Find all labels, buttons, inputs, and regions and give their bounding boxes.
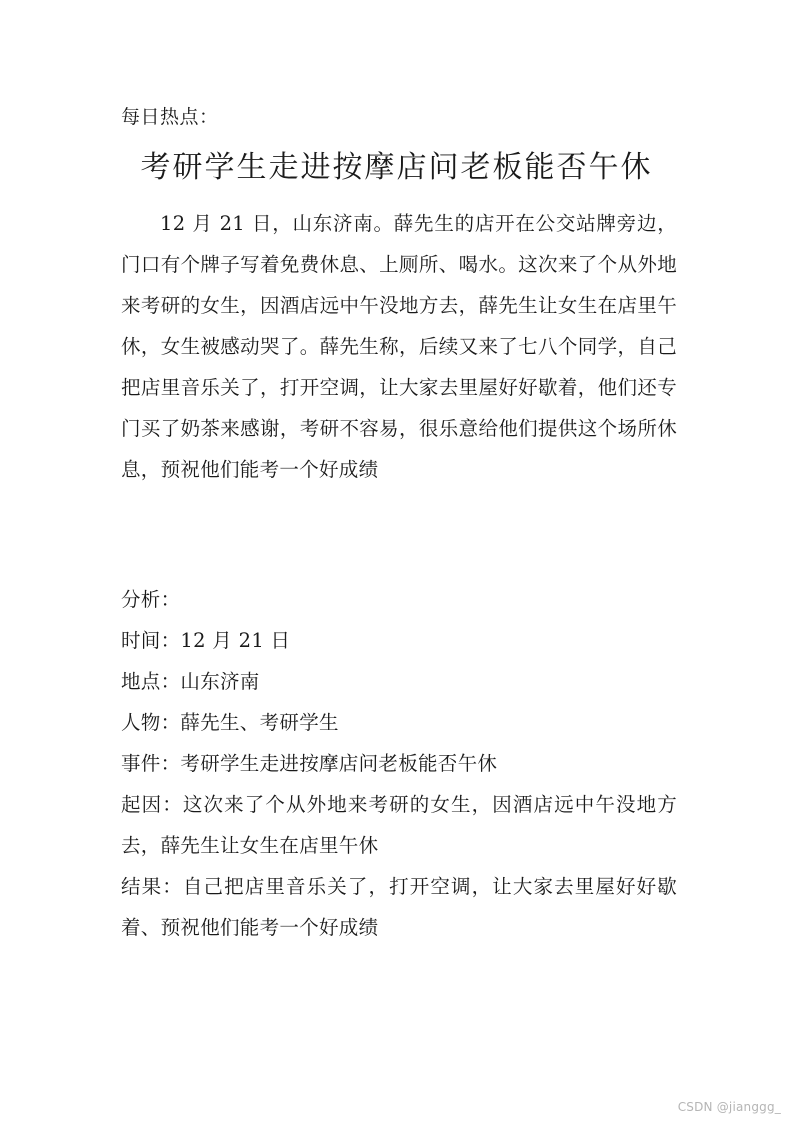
analysis-people: 人物：薛先生、考研学生 [121,711,339,734]
analysis-place: 地点：山东济南 [121,670,260,693]
analysis-cause: 起因：这次来了个从外地来考研的女生，因酒店远中午没地方去，薛先生让女生在店里午休 [121,793,677,857]
analysis-time: 时间：12 月 21 日 [121,629,291,652]
csdn-watermark: CSDN @jianggg_ [677,1100,781,1114]
analysis-event: 事件：考研学生走进按摩店问老板能否午休 [121,752,498,775]
daily-hotspot-label: 每日热点： [121,106,219,128]
analysis-heading: 分析： [121,588,181,611]
analysis-result: 结果：自己把店里音乐关了，打开空调，让大家去里屋好好歇着、预祝他们能考一个好成绩 [121,875,677,939]
article-title: 考研学生走进按摩店问老板能否午休 [140,150,653,185]
article-body: 12 月 21 日，山东济南。薛先生的店开在公交站牌旁边，门口有个牌子写着免费休息、上厕所、喝水。这次来了个从外地来考研的女生，因酒店远中午没地方去，薛先生让女生在店里午休，女生被感动哭了。薛先生称，后续又来了七八个同学，自己把店里音乐关了，打开空调，让大家去里屋好好歇着，他们还专门买了奶茶来感谢，考研不容易，很乐意给他们提供这个场所休息，预祝他们能考一个好成绩 [121,212,677,481]
analysis-section [121,579,677,948]
